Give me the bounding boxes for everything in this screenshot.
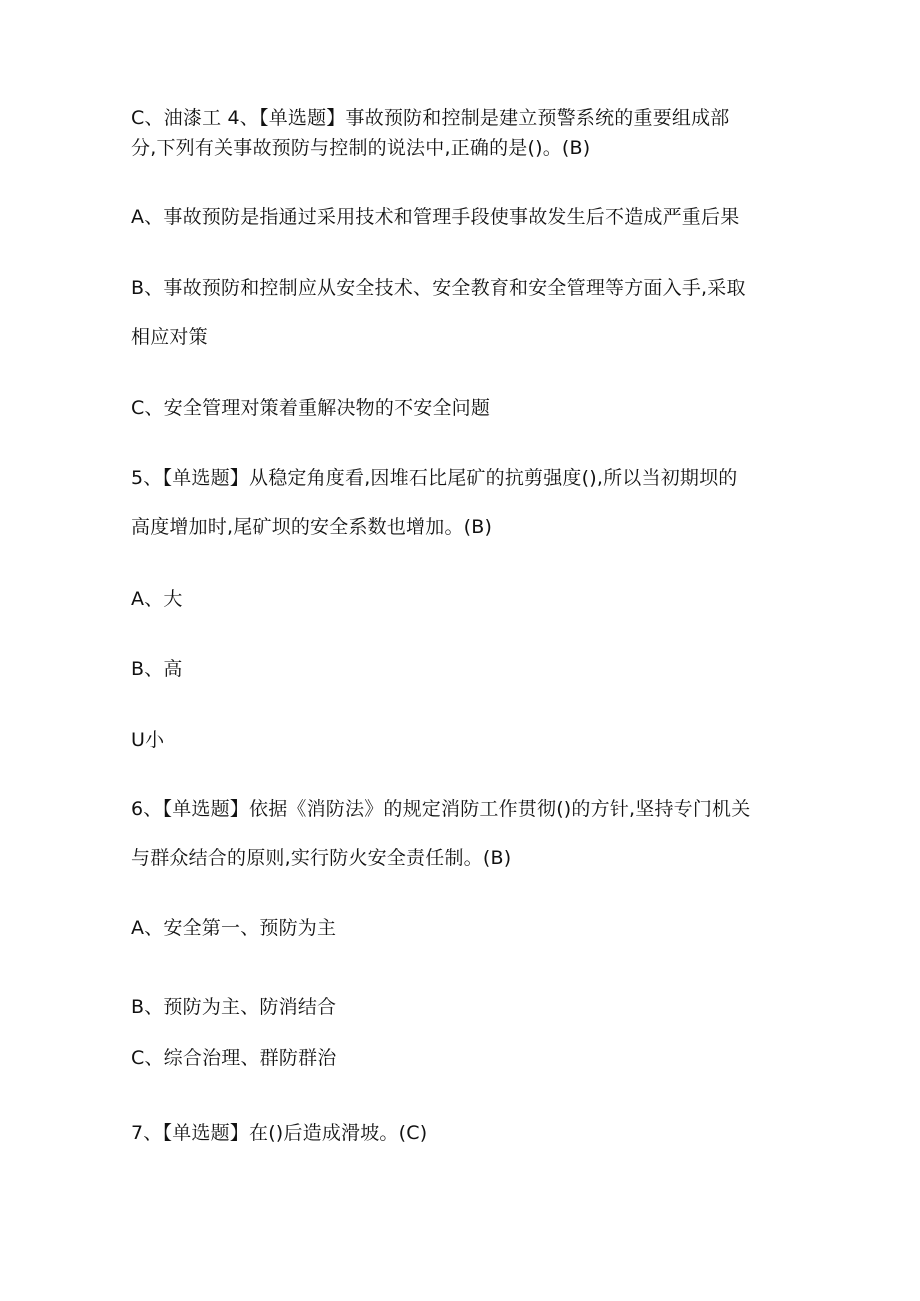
question-6-option-b: B、预防为主、防消结合 (131, 996, 337, 1018)
question-5-option-b: B、高 (131, 658, 183, 680)
question-4-line-2: 分,下列有关事故预防与控制的说法中,正确的是()。(B) (131, 137, 591, 159)
question-4-option-a: A、事故预防是指通过采用技术和管理手段使事故发生后不造成严重后果 (131, 206, 740, 228)
question-6-option-a: A、安全第一、预防为主 (131, 917, 337, 939)
question-4-option-b-line-1: B、事故预防和控制应从安全技术、安全教育和安全管理等方面入手,采取 (131, 277, 746, 299)
question-6-line-1: 6、【单选题】依据《消防法》的规定消防工作贯彻()的方针,坚持专门机关 (131, 798, 751, 820)
question-6-line-2: 与群众结合的原则,实行防火安全责任制。(B) (131, 847, 512, 869)
question-6-option-c: C、综合治理、群防群治 (131, 1047, 337, 1069)
question-5-line-2: 高度增加时,尾矿坝的安全系数也增加。(B) (131, 516, 493, 538)
question-4-option-b-line-2: 相应对策 (131, 326, 208, 348)
question-5-line-1: 5、【单选题】从稳定角度看,因堆石比尾矿的抗剪强度(),所以当初期坝的 (131, 467, 738, 489)
question-7-line-1: 7、【单选题】在()后造成滑坡。(C) (131, 1122, 428, 1144)
question-5-option-c: U小 (131, 729, 165, 751)
question-5-option-a: A、大 (131, 588, 183, 610)
question-4-line-1: C、油漆工 4、【单选题】事故预防和控制是建立预警系统的重要组成部 (131, 107, 730, 129)
question-4-option-c: C、安全管理对策着重解决物的不安全问题 (131, 397, 491, 419)
